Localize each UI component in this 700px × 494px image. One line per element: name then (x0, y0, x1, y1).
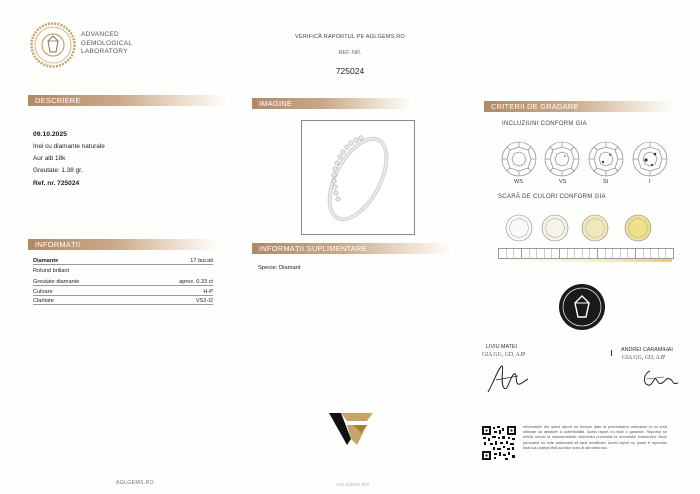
diamond-top-icon (540, 213, 570, 243)
row-key: Rotund briliant (33, 268, 70, 274)
diamond-top-icon (631, 140, 669, 178)
info-row (33, 298, 213, 308)
footer-center-website[interactable]: AGLGEMS.RO (336, 482, 370, 487)
diamond-top-icon (623, 213, 653, 243)
color-diamond-colorless (504, 213, 534, 248)
diamond-top-icon (504, 213, 534, 243)
signature-right-icon (640, 365, 680, 391)
extra-title: INFORMAȚII SUPLIMENTARE (259, 244, 367, 253)
ref-label: REF. NR. (338, 50, 362, 56)
info-row (33, 258, 213, 268)
color-scale-bar (498, 248, 674, 259)
species-text: Specie: Diamant (258, 265, 301, 271)
row-value: VS2-I2 (195, 298, 213, 304)
qr-code-icon[interactable] (481, 425, 517, 461)
info-title: INFORMAȚII (35, 240, 81, 249)
color-diamond-faint (580, 213, 610, 248)
lab-name-line3: LABORATORY (81, 48, 128, 55)
row-value: aprox. 0.33 ct (179, 279, 213, 285)
signer-right-name: ANDREI CARAMIHAI (621, 347, 673, 353)
signer-left-name: LIVIU MATEI (486, 344, 518, 350)
description-title: DESCRIERE (35, 96, 81, 105)
diamond-top-icon (500, 140, 538, 178)
description-header (28, 95, 228, 106)
signer-left-title: GIA GG, GD, AJP (482, 352, 526, 358)
diamond-top-icon (543, 140, 581, 178)
clarity-label-si: SI (603, 179, 609, 185)
brand-logo-icon (327, 411, 375, 447)
ring-image (301, 120, 415, 235)
ref-number: 725024 (335, 66, 365, 76)
certificate-date: 09.10.2025 (33, 131, 68, 138)
verify-text: VERIFICĂ RAPORTUL PE AGLGEMS.RO (295, 34, 405, 40)
color-diamond-near-colorless (540, 213, 570, 248)
description-metal: Aur alb 18k (33, 155, 66, 162)
row-key: Claritate (33, 298, 54, 304)
row-leader (33, 304, 213, 305)
row-leader (33, 285, 213, 286)
description-weight: Greutate: 1.38 gr. (33, 167, 83, 174)
grading-header (484, 101, 674, 112)
lab-name-line2: GEMOLOGICAL (81, 39, 133, 47)
color-scale-title: SCARĂ DE CULORI CONFORM GIA (498, 194, 606, 200)
clarity-label-i: I (649, 179, 651, 185)
ring-icon (302, 121, 414, 234)
info-row (33, 268, 213, 278)
info-header (28, 239, 218, 250)
color-diamond-light (623, 213, 653, 248)
row-value: H-P (203, 289, 213, 295)
image-header (252, 98, 412, 109)
clarity-diagram-i (631, 140, 669, 183)
extra-header (252, 243, 452, 254)
description-ref: Ref. nr. 725024 (33, 180, 80, 187)
footer-left-website[interactable]: AGLGEMS.RO (116, 480, 154, 486)
description-item: Inel cu diamante naturale (33, 143, 105, 150)
lab-name (81, 31, 132, 57)
clarity-scale-title: INCLUZIUNI CONFORM GIA (502, 121, 587, 127)
diamond-top-icon (580, 213, 610, 243)
row-leader (33, 295, 213, 296)
row-key: Greutate diamante (33, 279, 80, 285)
diamond-top-icon (587, 140, 625, 178)
clarity-diagram-si (587, 140, 625, 183)
row-key: Culoare (33, 289, 53, 295)
clarity-label-vs: VS (559, 179, 567, 185)
disclaimer-text: Informațiile din acest raport nu trebuie date la prezentarea obiectului și nu sunt utilizate ca atestare a autenticității. Acest raport nu este o garanție. Raportul se referă numai la caracteristicile obiectului prezentat la momentul examinării. Nicio persoană nu este autorizată să facă modificări. Acest raport nu poate fi reprodus total sau parțial fără acordul scris al laboratorului. (523, 424, 667, 450)
grading-title: CRITERII DE GRADARE (491, 102, 579, 111)
image-title: IMAGINE (259, 99, 293, 108)
clarity-label-ws: WS (514, 179, 523, 185)
lab-badge-icon (558, 283, 606, 331)
clarity-diagram-vs (543, 140, 581, 183)
signature-left-icon (484, 362, 530, 398)
lab-seal-icon (30, 22, 76, 68)
row-value: 17 bucati (190, 258, 213, 264)
divider-tick (611, 350, 612, 356)
lab-name-line1: ADVANCED (81, 31, 120, 38)
info-row (33, 279, 213, 289)
color-gradient-strip (498, 259, 672, 262)
row-leader (33, 264, 213, 265)
row-key: Diamante (33, 258, 59, 264)
clarity-diagram-ws (500, 140, 538, 183)
signer-right-title: GIA GG, GD, AJP (622, 355, 666, 361)
